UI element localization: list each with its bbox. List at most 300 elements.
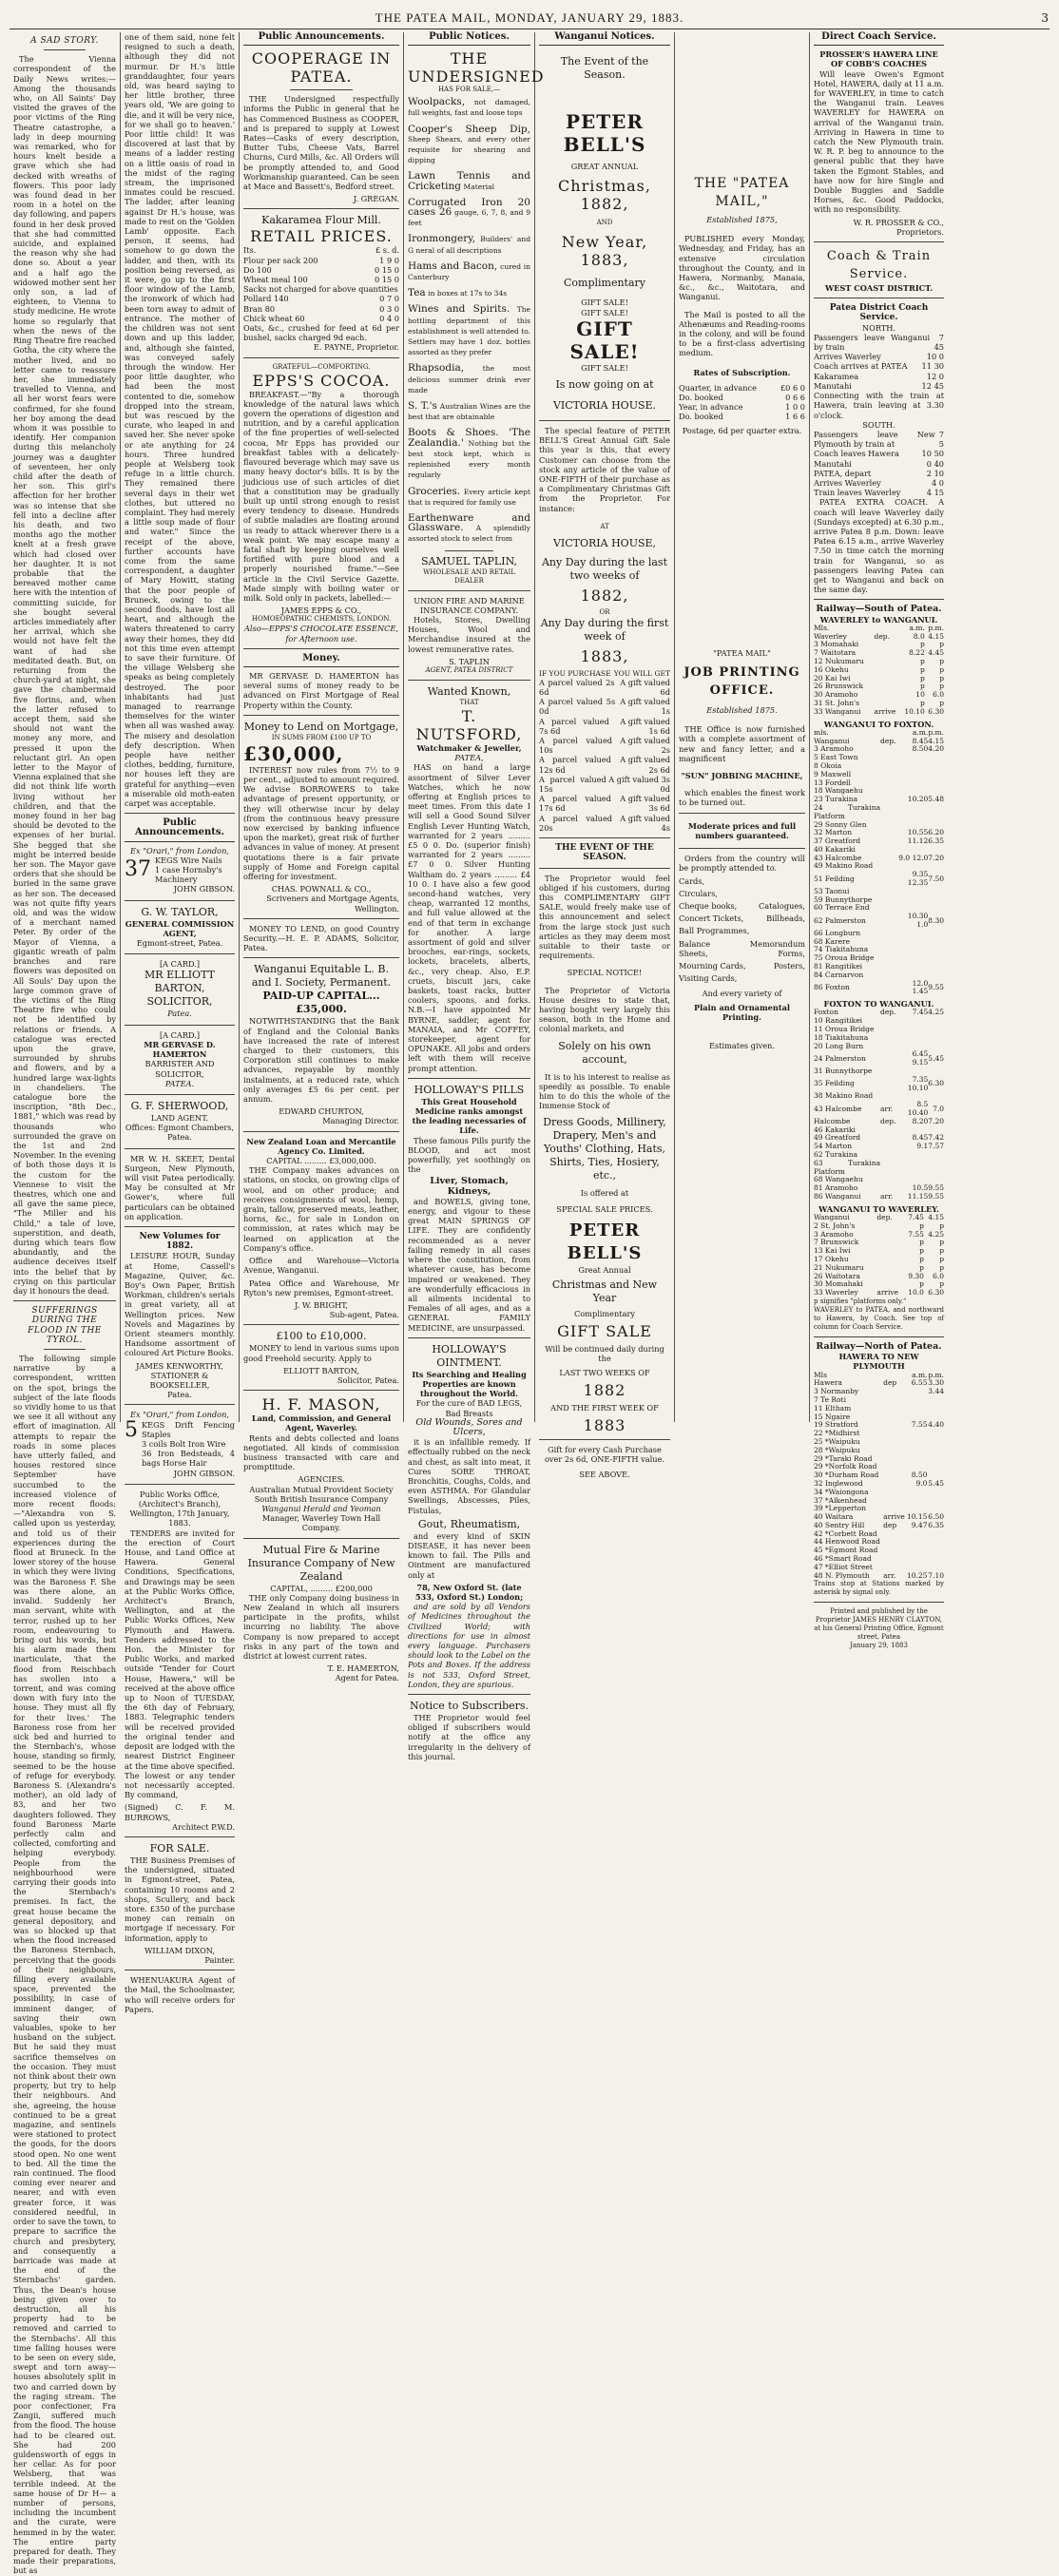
table-cell: Mls. — [814, 623, 830, 632]
table-cell — [883, 1547, 906, 1555]
table-cell: p.m. — [928, 727, 944, 737]
section-header: Money. — [243, 654, 399, 667]
table-cell — [880, 938, 895, 947]
table-cell — [928, 862, 944, 871]
table-cell: p — [939, 1221, 944, 1230]
timetable-row-value: 10 50 — [921, 449, 944, 459]
table-cell — [880, 837, 895, 846]
price-row — [243, 265, 399, 275]
table-cell: 8.30 — [928, 915, 944, 925]
table-cell: 8.22 — [909, 648, 925, 658]
divider — [679, 813, 805, 814]
story-text: The Vienna correspondent of the Daily News writes:—Among the thousands who, on All Saints' Day visited the graves of the poor victims of the Ring Theatre catastrophe, a lady in deep mourning was remarked, who for hours knelt beside a grave which she had decked with wreaths of flowers. This poor lady was found dead in her room in a hotel on the day following, and papers found in her desk proved that she had committed suicide, and explained the reason why she had done so. About a year and a half ago the widowed mother sent her only son, a lad of eighteen, to Vienna to study medicine. He wrote home so regularly that when the news of the Ring Theatre fire reached Gotha, the city where the mother lived, and no letter came to reassure her, she immediately travelled to Vienna, and all her worst fears were confirmed, for she found her boy among the dead whom it was possible to identify. Her companion during this melancholy journey was a daughter of seventeen, her only child after the death of her son. This girl's affection for her brother was so intense that she fell into a decline after his death, and two months ago the mother knelt at a fresh grave which had closed over her daughter. It is not probable that the bereaved mother came here with the intention of committing suicide, for she bought several articles immediately after her arrival, which she would not have felt the want of had she meditated death. But, on returning from the church-yard at night, she gave the chambermaid five florins, and, when the latter refused to accept them, said she should not want the money any more, and pressed it upon the reluctant girl. An open letter to the Mayor of Vienna explained that she did not think life worth living without her children, and that the money found in her bag should be devoted to the expenses of her burial. She begged that she might be interred beside her son. The Mayor gave orders that she should be buried in the same grave as her son. The deceased was not quite fifty years old, and was the widow of a merchant named Peter. By order of the Mayor of Vienna, a gigantic wreath of palm branches and rare flowers was deposited on All Souls' Day upon the large common grave of the victims of the Ring Theatre fire who could not be identified by relations or friends. A catalogue was erected upon the grave, surrounded by shrubs and flowers, and by a hundred large wax-lights in chandeliers. The catalogue bore the inscription, "8th Dec., 1881," which was read by thousands who surrounded the grave on the 1st and 2nd November. In the evening of both those days it is the custom for the Viennese to visit the theatres, which one and all gave the same piece, "The Miller and his Child," a tale of love, superstition, and death, during which tears flow abundantly, and the audience deceives itself into the belief that by crying on this particular day it honours the dead. — [13, 54, 116, 1296]
price-row-value: 0 15 0 — [374, 264, 399, 275]
divider — [125, 1094, 235, 1095]
table-cell — [928, 762, 944, 771]
table-cell: 6.0 — [933, 690, 944, 700]
table-cell: p — [920, 698, 925, 707]
item-name: Tea — [408, 287, 426, 299]
item-name: S. T.'s — [408, 400, 437, 413]
table-cell — [906, 1455, 928, 1464]
table-cell — [875, 658, 900, 666]
table-cell: p — [939, 682, 944, 691]
table-cell: 62 Turakina — [814, 1149, 858, 1159]
rate-row-label: Do. booked — [679, 393, 723, 403]
table-cell — [927, 1405, 944, 1413]
table-cell: 4.45 — [928, 648, 944, 658]
column-2 — [121, 32, 240, 2014]
table-cell: 26 Waitotara — [814, 1271, 860, 1280]
table-cell: p — [919, 1238, 924, 1247]
table-cell: 30 *Durham Road — [814, 1471, 879, 1480]
timetable-row-label: Arrives Waverley — [814, 477, 881, 488]
table-cell: 6.20 — [928, 828, 944, 837]
advert-barton — [125, 959, 235, 1018]
gift-row-value: A gift valued 2s 6d — [620, 755, 670, 775]
ad-line: PATEA, — [454, 753, 484, 763]
divider — [125, 900, 235, 901]
table-cell — [880, 1067, 895, 1076]
timetable-row-value: 4 0 — [931, 477, 944, 488]
table-cell — [906, 1438, 928, 1447]
ad-line: Solicitor, Patea. — [337, 1375, 399, 1385]
ad-title: Patea District Coach Service. — [829, 303, 929, 323]
table-cell: 25 *Waipuku — [814, 1436, 860, 1446]
ad-line: Patea Office and Warehouse, Mr Ryton's new premises, Egmont-street. — [243, 1278, 399, 1298]
table-cell — [880, 963, 895, 971]
ad-line: Scriveners and Mortgage Agents, Wellington. — [266, 894, 399, 913]
table-cell: 10.30 1.0 — [907, 912, 929, 930]
ad-title: Railway—North of Patea. — [816, 1340, 942, 1352]
table-cell — [883, 1413, 906, 1422]
item-name: Cooper's Sheep Dip, — [408, 123, 530, 135]
ad-line: Any Day during the last two weeks of — [541, 555, 667, 582]
ad-line: CAPITAL ......... £3,000,000. — [266, 1156, 376, 1166]
column-4 — [404, 31, 545, 1761]
table-cell — [880, 1126, 895, 1135]
table-cell — [927, 1396, 944, 1405]
timetable-row-label: Coach arrives at PATEA — [814, 361, 908, 372]
table-cell — [928, 1151, 944, 1160]
table-cell: a.m. — [912, 727, 929, 737]
price-row-label: Do 100 — [243, 264, 272, 275]
imprint-date: January 29, 1883 — [850, 1642, 908, 1650]
table-cell: a.m. — [912, 1370, 928, 1379]
table-cell: p — [920, 673, 925, 682]
table-cell: 46 Kakariki — [814, 1125, 856, 1134]
table-cell — [876, 1256, 904, 1264]
table-cell: 59 Bunnythorpe — [814, 894, 873, 904]
price-row-label: Pollard 140 — [243, 294, 289, 304]
ad-line: OR — [599, 607, 610, 616]
table-cell — [880, 1043, 895, 1051]
item-name: Earthenware and Glassware. — [408, 511, 530, 534]
ad-line: Gout, Rheumatism, — [417, 1517, 521, 1530]
advert-tenders: TENDERS are invited for the erection of Court House, and Land Office at Hawera. General Conditions, Specifications, and Drawings may be seen at the Public Works Office, Architect's Branch, Wellington, and at the Public Works Offices, New Plymouth and Hawera. Tenders addressed to the Hon. the Minister for Public Works, and marked outside "Tender for Court House, Hawera," will be received at the above office up to Noon of TUESDAY, the 6th day of February, 1883. Telegraphic tenders will be received provided the original tender and deposit are lodged with the nearest District Engineer at the time above specified. The lowest or any tender not necessarily accepted. By command, — [125, 1528, 235, 1800]
table-cell — [906, 1388, 928, 1396]
gift-row-value: A gift valued 3s 0d — [608, 774, 670, 795]
ad-line: Christmas and New Year — [551, 1278, 658, 1304]
table-row — [814, 1193, 944, 1201]
table-cell — [880, 1160, 895, 1177]
ad-title: PETER BELL'S — [563, 110, 646, 157]
table-cell: p — [919, 1262, 924, 1272]
print-item — [679, 939, 805, 958]
ad-line: CAPITAL, ......... £200,000 — [270, 1583, 373, 1593]
table-cell — [927, 1455, 944, 1464]
table-cell — [928, 1092, 944, 1101]
table-cell: 9.1 — [916, 1142, 929, 1151]
timetable-row-value: 0 40 — [926, 458, 944, 469]
table-cell — [875, 691, 900, 700]
spacer — [679, 32, 805, 175]
table-cell — [928, 954, 944, 963]
ad-line: GIFT SALE! — [581, 362, 628, 373]
table-cell: 15 Ngaire — [814, 1412, 851, 1421]
table-cell — [906, 1530, 928, 1539]
table-cell — [928, 1067, 944, 1076]
ad-line: Plain and Ornamental Printing. — [693, 1002, 791, 1022]
ad-line: SEE ABOVE. — [579, 1470, 630, 1480]
table-cell: Mls — [814, 1370, 827, 1379]
table-cell: 13 Fordell — [814, 778, 851, 787]
table-cell — [928, 971, 944, 980]
price-row-value: 1 9 0 — [379, 255, 399, 265]
table-cell: 9.55 — [928, 1191, 944, 1201]
table-cell: 4.25 — [928, 1008, 944, 1017]
rate-row-value: £0 6 0 — [780, 382, 805, 393]
ad-title: New Volumes for 1882. — [139, 1231, 221, 1252]
table-cell — [883, 1538, 906, 1547]
ad-line: Is offered at — [580, 1188, 629, 1199]
ad-title: Wanted Known, — [427, 684, 511, 698]
ad-name: G. W. TAYLOR, — [141, 905, 219, 918]
table-cell — [906, 1447, 928, 1455]
ad-signature: (Signed) C. F. M. BURROWS, — [125, 1802, 235, 1822]
table-cell: 10.25 — [906, 1570, 928, 1580]
table-cell: 10.55 — [907, 828, 929, 837]
table-cell: p.m. — [928, 623, 944, 632]
table-cell: p — [939, 673, 944, 682]
table-cell: 10 — [915, 690, 925, 700]
table-cell: 6.35 — [928, 836, 944, 846]
table-cell — [883, 1405, 906, 1413]
table-cell — [906, 1555, 928, 1564]
table-cell: 12 Nukumaru — [814, 656, 864, 665]
ad-title: Coach & Train Service. — [826, 249, 932, 282]
ad-line: HOMOEOPATHIC CHEMISTS, LONDON. — [251, 615, 392, 624]
table-cell: 7.45 — [912, 1008, 929, 1017]
masthead — [10, 8, 1049, 29]
masthead-title: THE PATEA MAIL, MONDAY, JANUARY 29, 1883. — [375, 10, 684, 25]
advert-barton-money: MONEY to lend in various sums upon good Freehold security. Apply to — [243, 1343, 399, 1363]
item-desc: Nothing but the best stock kept, which is replenished every month regularly — [408, 438, 530, 480]
item-name: Hams and Bacon, — [408, 260, 498, 272]
ad-line: Proprietors. — [896, 226, 944, 237]
table-cell: p — [919, 1279, 924, 1289]
ad-line: Offices: Egmont Chambers, Patea. — [125, 1123, 235, 1143]
ad-line: Dress Goods, Millinery, Drapery, Men's and Youths' Clothing, Hats, Shirts, Ties, Hosiery, etc., — [543, 1116, 666, 1182]
table-cell: 37 Greatford — [814, 836, 861, 846]
table-row — [814, 913, 944, 930]
item-desc: A splendidly assorted stock to select from — [408, 524, 530, 544]
table-cell — [880, 888, 895, 896]
ad-title: SPECIAL NOTICE! — [567, 968, 643, 978]
ad-line: Liver, Stomach, Kidneys, — [430, 1176, 509, 1197]
ad-line: and are sold by all Vendors of Medicines throughout the Civilized World; with directions for use in almost every language. Purchasers should look to the Label on the Pots and Boxes. If the address is not 533, Oxford Street, London, they are spurious. — [408, 1602, 530, 1689]
gift-table — [539, 678, 670, 833]
table-cell — [906, 1489, 928, 1497]
table-cell — [880, 1034, 895, 1043]
advert-epps: BREAKFAST.—"By a thorough knowledge of the natural laws which govern the operations of digestion and nutrition, and by a careful application of the fine properties of well-selected cocoa, Mr Epps has provided our breakfast tables with a delicately-flavoured beverage which may save us many heavy doctor's bills. It is by the judicious use of such articles of diet that a constitution may be gradually built up until strong enough to resist every tendency to disease. Hundreds of subtle maladies are floating around us ready to attack wherever there is a weak point. We may escape many a fatal shaft by keeping ourselves well fortified with pure blood and a properly nourished frame."—See article in the Civil Service Gazette. Made simply with boiling water or milk. Sold only in packets, labelled:— — [243, 389, 399, 603]
table-cell — [928, 1043, 944, 1051]
table-cell — [906, 1430, 928, 1438]
table-cell: 9.55 — [928, 1183, 944, 1193]
ad-line: PATEA. — [164, 1078, 195, 1088]
table-cell — [883, 1555, 906, 1564]
ad-line: Christmas, 1882, — [558, 177, 651, 214]
table-cell — [880, 754, 895, 762]
ad-line: which enables the finest work to be turned out. — [679, 788, 805, 808]
table-cell — [880, 904, 895, 913]
gift-row — [539, 775, 670, 794]
ad-signature: E. PAYNE, Proprietor. — [313, 342, 399, 353]
ad-line: Patea. — [167, 1009, 192, 1019]
table-cell: dep. — [874, 631, 890, 641]
print-item-label: Cheque books, — [679, 900, 738, 911]
ad-line: GREAT ANNUAL — [570, 162, 639, 172]
table-cell: 84 Carnarvon — [814, 970, 864, 979]
table-cell — [928, 938, 944, 947]
table-cell: 7.55 — [911, 1420, 928, 1430]
table-cell: 12.0 1.45 — [912, 978, 929, 996]
rate-row-label: Quarter, in advance — [679, 382, 757, 393]
ad-line: New Year, 1883, — [561, 233, 648, 270]
table-cell: 24 Turakina Platform — [814, 802, 881, 820]
ad-title: THE "PATEA MAIL," — [694, 176, 790, 209]
table-cell: 7.20 — [928, 853, 944, 862]
ad-line: LAND AGENT. — [150, 1112, 209, 1123]
table-cell — [895, 1017, 928, 1026]
ad-name: MR GERVASE D. HAMERTON — [144, 1039, 216, 1060]
ad-line: Patea. — [167, 1390, 192, 1400]
advert-nz-loan: THE Company makes advances on stations, on stocks, on growing clips of wool, and on other produce; and receives consignments of wool, hemp, grain, tallow, preserved meats, leather, horns, &c., for sale in London on commission, at rates which may be learned on application at the Company's office. — [243, 1165, 399, 1253]
table-cell: dep. — [876, 1212, 893, 1221]
price-row-label: Oats, &c., crushed for feed at 6d per bushel, sacks charged 9d each. — [243, 323, 399, 343]
table-cell: 7.45 — [908, 1212, 924, 1221]
table-cell — [876, 1264, 904, 1273]
list-item — [408, 234, 530, 255]
table-cell: 8.50 — [912, 744, 929, 754]
ad-line: Is now going on at — [555, 378, 654, 392]
section-header: Public Notices. — [408, 32, 530, 46]
gift-row — [539, 794, 670, 813]
ad-amount: £30,000, — [243, 741, 344, 765]
gift-row-label: A parcel valued 5s 0d — [539, 697, 616, 717]
table-cell — [883, 1489, 906, 1497]
ad-line: GIFT SALE! — [581, 298, 628, 308]
price-row-value: 0 3 0 — [379, 303, 399, 314]
table-cell: 45 *Egmont Road — [814, 1546, 878, 1555]
table-cell: 18 Wangaehu — [814, 786, 863, 796]
divider — [243, 715, 399, 716]
divider — [408, 590, 530, 591]
gift-row-label: A parcel valued 17s 6d — [539, 794, 611, 814]
price-row — [243, 256, 399, 265]
ad-line: And every variety of — [702, 989, 782, 999]
table-cell — [895, 779, 928, 788]
table-cell — [928, 779, 944, 788]
advert-subscribers: THE Proprietor would feel obliged if subscribers would notify at the office any irregularity in the delivery of this journal. — [408, 1713, 530, 1761]
table-cell: 40 Sentry Hill — [814, 1520, 865, 1529]
ad-signature: W. R. PROSSER & CO., — [853, 217, 944, 227]
table-cell: 3.44 — [928, 1387, 944, 1396]
list-item — [408, 261, 530, 282]
table-cell: 44 Henwood Road — [814, 1537, 880, 1547]
ad-line: Manager, Waverley Town Hall Company. — [261, 1513, 381, 1533]
section-header: Direct Coach Service. — [814, 32, 944, 46]
print-item-label: Memorandum Forms, — [749, 938, 805, 958]
gift-row-value: A gift valued 2s — [620, 736, 670, 756]
table-cell: 7.57 — [928, 1142, 944, 1151]
table-cell: 40 Waitara — [814, 1512, 854, 1522]
page-number: 3 — [1041, 11, 1049, 25]
table-cell: 9.30 — [908, 1271, 924, 1280]
table-cell: a.m. — [909, 623, 925, 632]
item-name: Woolpacks, — [408, 96, 466, 108]
table-cell — [895, 1026, 928, 1034]
table-cell: arrive — [876, 1288, 899, 1298]
spacer — [679, 439, 805, 648]
table-cell: 8 Okoia — [814, 760, 842, 770]
table-cell: arr. — [883, 1570, 896, 1580]
table-cell: 7 Waitotara — [814, 648, 857, 658]
table-cell: 42 *Corbett Road — [814, 1528, 877, 1538]
table-cell: 7 Brunswick — [814, 1238, 859, 1247]
section-header: Wanganui Notices. — [539, 32, 670, 46]
table-cell: 30 Aramoho — [814, 690, 858, 700]
ad-signature: JOHN GIBSON. — [173, 884, 235, 894]
list-item — [408, 97, 530, 118]
ad-line: Painter. — [204, 1954, 235, 1965]
table-cell: 7.0 — [933, 1104, 944, 1113]
ad-line: Agent for Patea. — [335, 1673, 399, 1683]
item-name: Groceries. — [408, 485, 461, 497]
table-cell: p — [939, 1238, 944, 1247]
table-cell — [928, 1026, 944, 1034]
divider — [243, 1390, 399, 1391]
table-cell: 5.45 — [928, 1478, 944, 1488]
divider — [125, 1484, 235, 1485]
table-row — [814, 871, 944, 888]
item-name: Boots & Shoes. 'The Zealandia.' — [408, 427, 530, 449]
table-cell: 11.15 — [907, 1191, 929, 1201]
table-cell — [895, 896, 928, 905]
gift-row-label: A parcel valued 2s 6d — [539, 677, 615, 698]
ad-subtitle: RETAIL PRICES. — [250, 227, 393, 246]
ad-line: Solely on his own account, — [558, 1039, 651, 1066]
table-cell: p — [939, 664, 944, 674]
table-cell: dep. — [880, 736, 896, 745]
advert-gibson-staples — [125, 1410, 235, 1477]
table-cell — [883, 1455, 906, 1464]
advert-union: Hotels, Stores, Dwelling Houses, Wool and Merchandise insured at the lowest remunerative rates. — [408, 614, 530, 654]
table-cell: 5.48 — [928, 795, 944, 804]
ad-title: Public Works Office, — [139, 1489, 221, 1499]
timetable-row — [814, 381, 944, 391]
table-cell — [883, 1396, 906, 1405]
ad-signature: JOHN GIBSON. — [173, 1468, 235, 1478]
table-cell: 24 Palmerston — [814, 1053, 866, 1063]
advert-holloway-pills: and BOWELS, giving tone, energy, and vigour to these great MAIN SPRINGS OF LIFE. They are confidently recommended as a never failing remedy in all cases where the constitution, from whatever cause, has become impaired or weakened. They are wonderfully efficacious in all ailments incidental to Females of all ages, and as a GENERAL FAMILY MEDICINE, are unsurpassed. — [408, 1196, 530, 1333]
table-cell: 13 Kai Iwi — [814, 1246, 851, 1256]
ad-line: GRATEFUL—COMFORTING. — [272, 362, 371, 371]
table-cell: p — [920, 664, 925, 674]
table-cell: 6.50 — [928, 1512, 944, 1522]
table-cell — [880, 846, 895, 855]
divider — [243, 1324, 399, 1325]
print-item — [679, 961, 805, 971]
table-cell — [880, 946, 895, 954]
divider — [125, 1148, 235, 1149]
table-cell: 43 Halcombe — [814, 853, 862, 862]
table-cell: 8.5 10.40 — [907, 1100, 929, 1117]
divider — [679, 848, 805, 849]
table-cell — [928, 771, 944, 779]
table-cell: p — [919, 1246, 924, 1256]
table-cell: 68 Karere — [814, 936, 851, 946]
timetable-row — [814, 391, 944, 420]
timetable-row — [814, 459, 944, 469]
table-cell: Waverley — [814, 631, 847, 641]
ad-line: Any Day during the first week of — [540, 616, 669, 643]
table-cell: 38 Makino Road — [814, 1091, 874, 1101]
table-cell — [880, 1050, 895, 1067]
table-cell — [880, 745, 895, 754]
advert-sherwood — [125, 1100, 235, 1143]
table-cell: 20 Long Burn — [814, 1041, 864, 1050]
table-cell: 39 *Lepperton — [814, 1504, 867, 1513]
divider — [539, 837, 670, 838]
divider — [243, 957, 399, 958]
table-cell: 4.20 — [928, 744, 944, 754]
table-cell — [883, 1530, 906, 1539]
divider — [44, 1349, 85, 1350]
advert-adams: MONEY TO LEND, on good Country Security.—H. E. P. ADAMS, Solicitor, Patea. — [243, 923, 399, 953]
gift-row — [539, 736, 670, 755]
print-item-label: Posters, — [773, 960, 805, 971]
ad-line: Office and Warehouse—Victoria Avenue, Wanganui. — [243, 1256, 399, 1276]
ad-title: COOPERAGE IN PATEA. — [251, 49, 392, 87]
ad-line: Land, Commission, and General Agent, Waverley. — [251, 1413, 392, 1433]
table-cell: 23 Turakina — [814, 795, 858, 804]
ad-line: "SUN" JOBBING MACHINE, — [681, 771, 803, 781]
table-cell: 9.0 12.0 — [898, 853, 929, 862]
divider — [125, 1836, 235, 1837]
table-cell — [883, 1497, 906, 1506]
table-cell: 63 Turakina Platform — [814, 1158, 881, 1176]
price-list — [243, 245, 399, 342]
table-cell: 54 Marton — [814, 1142, 853, 1151]
table-cell — [927, 1447, 944, 1455]
section-header: Public Announcements. — [125, 818, 235, 841]
timetable-row — [814, 478, 944, 488]
table-row — [814, 980, 944, 997]
table-cell: p — [939, 1254, 944, 1263]
timetable-row-value: 2 10 — [926, 468, 944, 478]
ad-line: The Mail is posted to all the Athenæums and Reading-rooms in the colony, and will be found to be a first-class advertising medium. — [679, 309, 805, 358]
divider — [445, 550, 494, 551]
